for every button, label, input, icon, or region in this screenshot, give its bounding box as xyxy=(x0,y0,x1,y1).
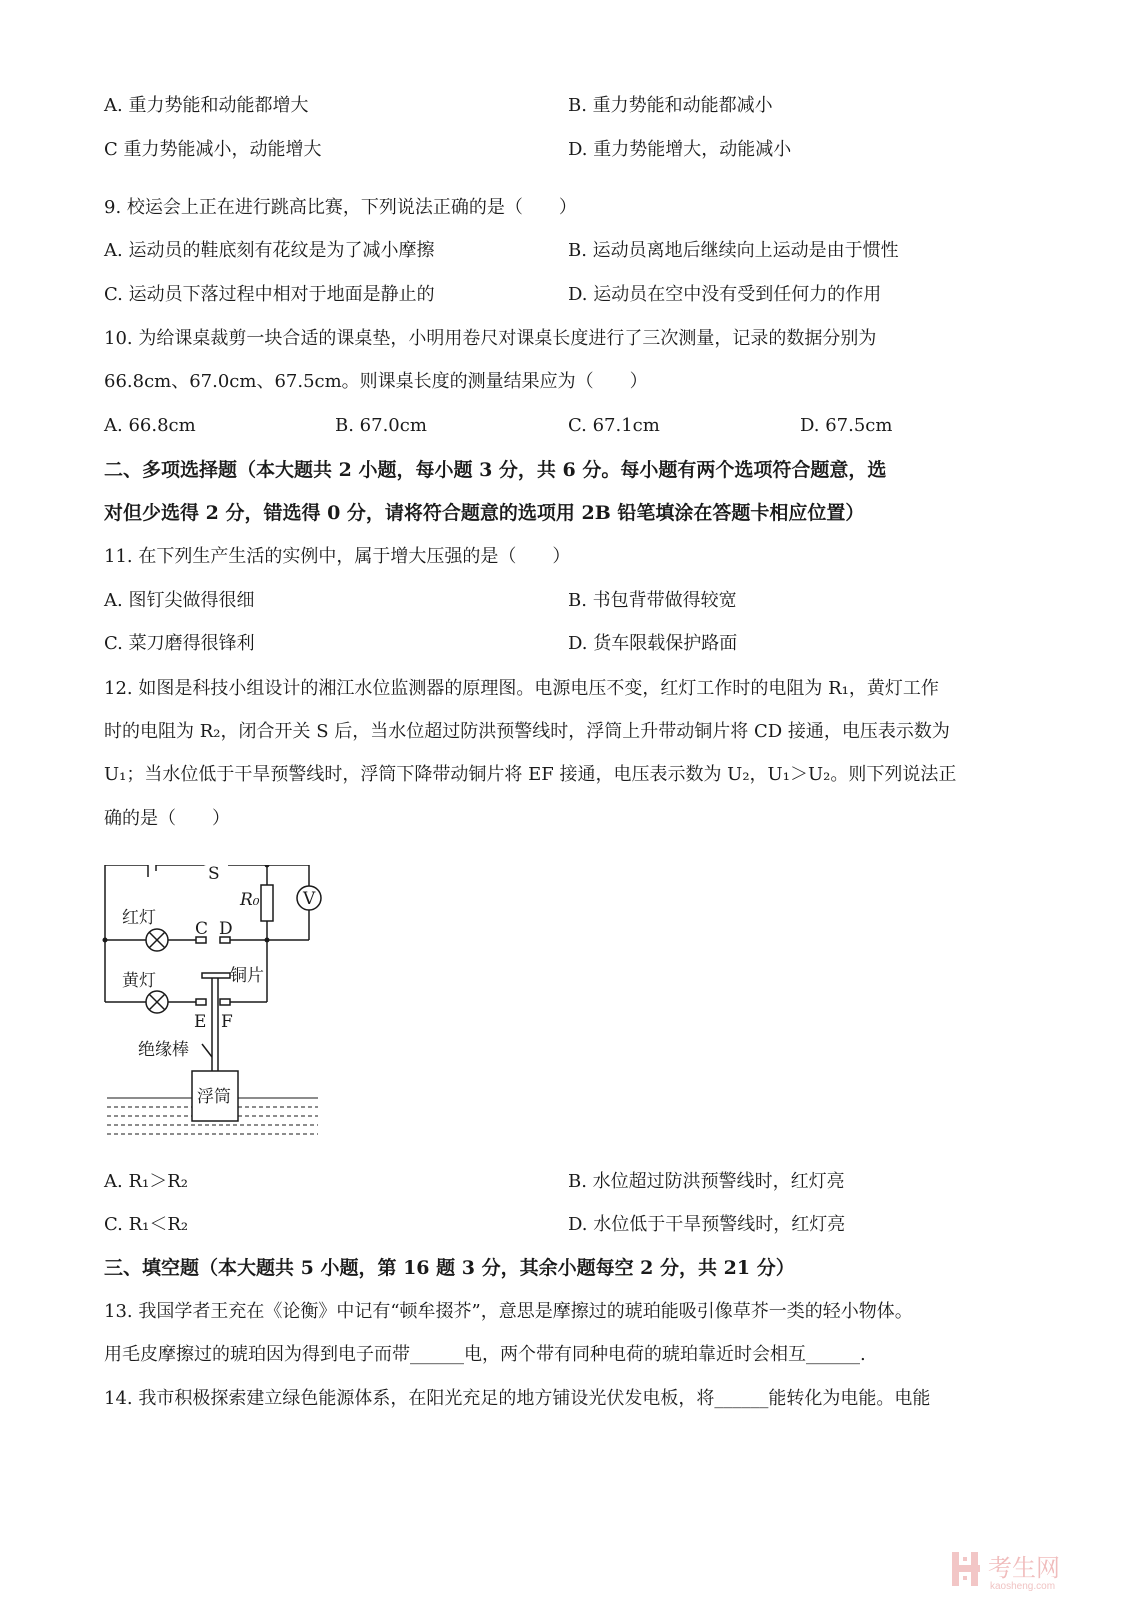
q9-option-d: D. 运动员在空中没有受到任何力的作用 xyxy=(568,284,882,305)
q10-stem-line2: 66.8cm、67.0cm、67.5cm。则课桌长度的测量结果应为（ ） xyxy=(104,371,648,392)
q11-option-d: D. 货车限载保护路面 xyxy=(568,633,738,654)
q12-stem-line4: 确的是（ ） xyxy=(104,808,230,829)
voltmeter-label: V xyxy=(303,889,316,909)
q10-option-c: C. 67.1cm xyxy=(568,415,660,436)
yellow-lamp-label: 黄灯 xyxy=(122,971,156,991)
q9-option-b: B. 运动员离地后继续向上运动是由于惯性 xyxy=(568,240,899,261)
q12-stem-line2: 时的电阻为 R₂，闭合开关 S 后，当水位超过防洪预警线时，浮筒上升带动铜片将 CD 接通，电压表示数为 xyxy=(104,721,950,742)
circuit-diagram xyxy=(100,865,340,1165)
q12-stem-line1: 12. 如图是科技小组设计的湘江水位监测器的原理图。电源电压不变，红灯工作时的电阻为 R₁，黄灯工作 xyxy=(104,678,939,699)
q11-option-b: B. 书包背带做得较宽 xyxy=(568,590,737,611)
contact-f xyxy=(220,999,230,1005)
q10-stem-line1: 10. 为给课桌裁剪一块合适的课桌垫，小明用卷尺对课桌长度进行了三次测量，记录的数据分别为 xyxy=(104,328,877,349)
q11-stem: 11. 在下列生产生活的实例中，属于增大压强的是（ ） xyxy=(104,546,571,567)
copper-label: 铜片 xyxy=(230,966,264,986)
q8-option-c: C 重力势能减小，动能增大 xyxy=(104,139,322,160)
red-lamp-label: 红灯 xyxy=(122,908,156,928)
watermark-logo xyxy=(950,1548,1100,1596)
contact-e xyxy=(196,999,206,1005)
q10-option-a: A. 66.8cm xyxy=(104,415,196,436)
copper-plate xyxy=(202,973,230,978)
q12-option-d: D. 水位低于干旱预警线时，红灯亮 xyxy=(568,1214,846,1235)
contact-f-label: F xyxy=(221,1012,233,1032)
watermark-url: kaosheng.com xyxy=(990,1581,1056,1592)
q10-option-b: B. 67.0cm xyxy=(335,415,427,436)
q10-option-d: D. 67.5cm xyxy=(800,415,893,436)
float-label: 浮筒 xyxy=(197,1087,231,1107)
rod-label: 绝缘棒 xyxy=(138,1040,189,1060)
watermark-name: 考生网 xyxy=(988,1555,1060,1582)
contact-d-label: D xyxy=(219,919,233,939)
section2-heading-line2: 对但少选得 2 分，错选得 0 分，请将符合题意的选项用 2B 铅笔填涂在答题卡相应位置） xyxy=(104,502,865,524)
switch-label: S xyxy=(208,865,220,884)
section3-heading: 三、填空题（本大题共 5 小题，第 16 题 3 分，其余小题每空 2 分，共 21 分） xyxy=(104,1257,795,1279)
q13-stem-line2: 用毛皮摩擦过的琥珀因为得到电子而带______电，两个带有同种电荷的琥珀靠近时会相互______. xyxy=(104,1344,866,1365)
q11-option-c: C. 菜刀磨得很锋利 xyxy=(104,633,255,654)
q13-stem-line1: 13. 我国学者王充在《论衡》中记有“顿牟掇芥”，意思是摩擦过的琥珀能吸引像草芥一类的轻小物体。 xyxy=(104,1301,913,1322)
q8-option-b: B. 重力势能和动能都减小 xyxy=(568,95,773,116)
q8-option-a: A. 重力势能和动能都增大 xyxy=(104,95,309,116)
contact-e-label: E xyxy=(194,1012,207,1032)
resistor-label: R₀ xyxy=(240,890,260,910)
q12-option-c: C. R₁＜R₂ xyxy=(104,1214,189,1235)
q12-stem-line3: U₁；当水位低于干旱预警线时，浮筒下降带动铜片将 EF 接通，电压表示数为 U₂，U₁＞U₂。则下列说法正 xyxy=(104,764,957,785)
q9-option-a: A. 运动员的鞋底刻有花纹是为了减小摩擦 xyxy=(104,240,435,261)
contact-c-label: C xyxy=(195,919,209,939)
q12-option-a: A. R₁＞R₂ xyxy=(104,1171,188,1192)
q14-stem-line1: 14. 我市积极探索建立绿色能源体系，在阳光充足的地方铺设光伏发电板，将______能转化为电能。电能 xyxy=(104,1388,931,1409)
resistor-r0 xyxy=(261,885,273,921)
logo-mark-icon xyxy=(952,1552,980,1586)
q8-option-d: D. 重力势能增大，动能减小 xyxy=(568,139,792,160)
q9-stem: 9. 校运会上正在进行跳高比赛，下列说法正确的是（ ） xyxy=(104,197,577,218)
q9-option-c: C. 运动员下落过程中相对于地面是静止的 xyxy=(104,284,435,305)
q12-option-b: B. 水位超过防洪预警线时，红灯亮 xyxy=(568,1171,845,1192)
section2-heading-line1: 二、多项选择题（本大题共 2 小题，每小题 3 分，共 6 分。每小题有两个选项符合题意，选 xyxy=(104,459,887,481)
q11-option-a: A. 图钉尖做得很细 xyxy=(104,590,255,611)
